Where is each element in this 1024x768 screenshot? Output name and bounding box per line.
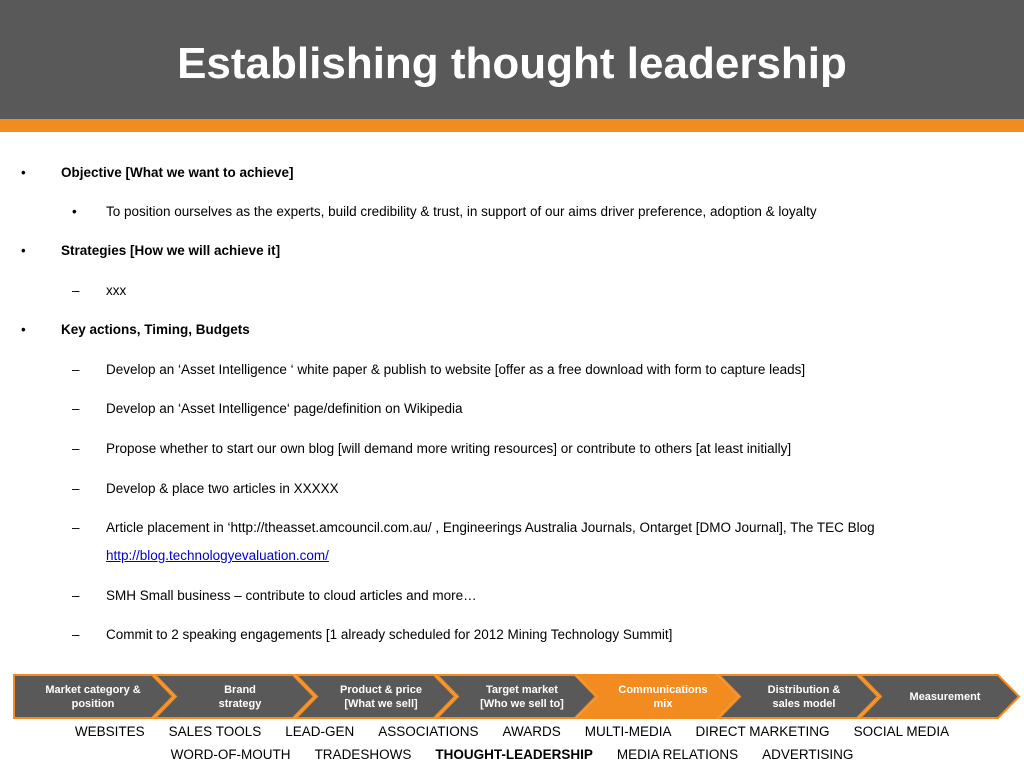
- dash-marker: –: [72, 481, 80, 496]
- stage-label-line: Measurement: [909, 690, 981, 703]
- channel-tag: LEAD-GEN: [285, 724, 355, 739]
- channel-tag: THOUGHT-LEADERSHIP: [435, 747, 593, 762]
- channel-tag: ADVERTISING: [762, 747, 854, 762]
- channel-tag: WEBSITES: [74, 724, 145, 739]
- action-item: Develop an ‘Asset Intelligence‘ page/definition on Wikipedia: [106, 401, 463, 416]
- process-stage-chevron: [296, 675, 455, 718]
- process-stage-chevron: [155, 675, 314, 718]
- channel-tags-row-1: [0, 723, 1024, 741]
- action-item: Commit to 2 speaking engagements [1 already scheduled for 2012 Mining Technology Summit]: [106, 627, 673, 642]
- channel-tag: AWARDS: [502, 724, 561, 739]
- dash-marker: –: [72, 362, 80, 377]
- channel-tag: MULTI-MEDIA: [584, 724, 672, 739]
- stage-label-line: mix: [653, 697, 673, 710]
- stage-label-line: strategy: [218, 697, 262, 710]
- stage-label-line: Communications: [618, 683, 708, 696]
- action-item: SMH Small business – contribute to cloud articles and more…: [106, 588, 477, 603]
- action-item: Article placement in ‘http://theasset.amcouncil.com.au/ , Engineerings Australia Journals, Ontarget [DMO Journal], The TEC Blog: [106, 520, 875, 535]
- process-stage-chevron: [437, 675, 596, 718]
- dash-marker: –: [72, 401, 80, 416]
- stage-label-line: position: [71, 697, 115, 710]
- process-stage-chevron: [14, 675, 173, 718]
- channel-tag: ASSOCIATIONS: [378, 724, 479, 739]
- section-heading-strategies: Strategies [How we will achieve it]: [61, 243, 281, 258]
- dash-marker: –: [72, 627, 80, 642]
- stage-label-line: Brand: [224, 683, 256, 696]
- action-item: Propose whether to start our own blog [will demand more writing resources] or contribute to others [at least initially]: [106, 441, 792, 456]
- stage-label-line: [What we sell]: [344, 697, 418, 710]
- stage-label-line: Product & price: [340, 683, 422, 696]
- stage-label-line: [Who we sell to]: [480, 697, 564, 710]
- process-stage-chevron: [860, 675, 1019, 718]
- channel-tags-row-2: [0, 746, 1024, 764]
- channel-tag: SOCIAL MEDIA: [853, 724, 950, 739]
- channel-tag: DIRECT MARKETING: [695, 724, 830, 739]
- channel-tag: MEDIA RELATIONS: [616, 747, 739, 762]
- dash-marker: –: [72, 441, 80, 456]
- strategy-item: xxx: [106, 283, 127, 298]
- section-heading-actions: Key actions, Timing, Budgets: [61, 322, 250, 337]
- dash-marker: –: [72, 588, 80, 603]
- channel-tag: TRADESHOWS: [314, 747, 412, 762]
- stage-label-line: sales model: [772, 697, 836, 710]
- bullet-marker: •: [21, 243, 26, 258]
- bullet-marker: •: [21, 165, 26, 180]
- dash-marker: –: [72, 520, 80, 535]
- slide-title: Establishing thought leadership: [177, 39, 847, 88]
- objective-item: To position ourselves as the experts, build credibility & trust, in support of our aims driver preference, adoption & loyalty: [106, 204, 817, 219]
- stage-label-line: Distribution &: [767, 683, 841, 696]
- process-stage-chevron: [719, 675, 878, 718]
- blog-link[interactable]: http://blog.technologyevaluation.com/: [106, 548, 329, 563]
- stage-label-line: Market category &: [45, 683, 141, 696]
- process-stage-chevron: [578, 675, 737, 718]
- bullet-marker: •: [72, 204, 77, 219]
- channel-tag: WORD-OF-MOUTH: [170, 747, 291, 762]
- stage-label-line: Target market: [486, 683, 558, 696]
- channel-tag: SALES TOOLS: [168, 724, 262, 739]
- bullet-marker: •: [21, 322, 26, 337]
- section-heading-objective: Objective [What we want to achieve]: [61, 165, 294, 180]
- dash-marker: –: [72, 283, 80, 298]
- action-item: Develop & place two articles in XXXXX: [106, 481, 339, 496]
- action-item: Develop an ‘Asset Intelligence ‘ white paper & publish to website [offer as a free download with form to capture leads]: [106, 362, 806, 377]
